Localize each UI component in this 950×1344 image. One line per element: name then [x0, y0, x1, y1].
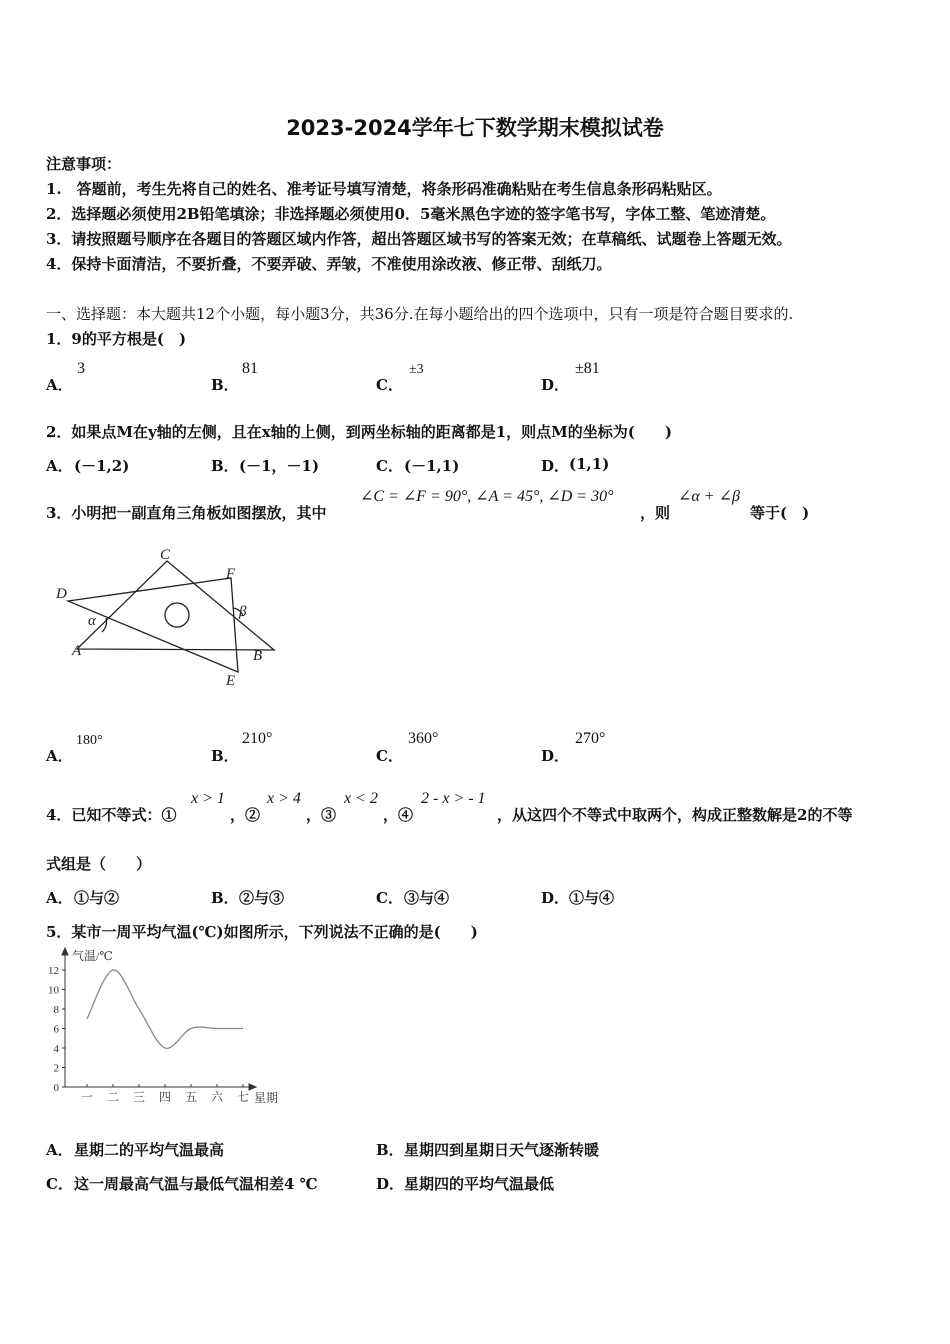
y-tick-label: 2 — [53, 1062, 59, 1075]
label-alpha: α — [88, 613, 96, 629]
section-heading: 一、选择题：本大题共12个小题，每小题3分，共36分.在每小题给出的四个选项中，只有一项是符合题目要求的. — [46, 305, 794, 323]
q3-condition: ∠C = ∠F = 90°, ∠A = 45°, ∠D = 30° — [360, 488, 614, 505]
alpha-arc — [102, 618, 107, 632]
temperature-line-chart — [40, 945, 290, 1110]
q3-option-a-label: A． — [46, 747, 73, 765]
q3-triangle-figure — [40, 540, 280, 690]
q4-sep-3: ，③ — [306, 806, 337, 824]
q2-option-c-label: C． — [376, 457, 403, 475]
notice-item-1: 1. 答题前，考生先将自己的姓名、准考证号填写清楚，将条形码准确粘贴在考生信息条形码粘贴区。 — [46, 180, 722, 198]
q2-option-a-value: (－1,2) — [74, 457, 130, 475]
q3-option-c-value: 360° — [408, 730, 439, 747]
q5-option-b-value: 星期四到星期日天气逐渐转暖 — [404, 1141, 600, 1159]
x-axis-arrow — [249, 1084, 256, 1090]
q5-option-d-label: D． — [376, 1175, 405, 1193]
q3-expression: ∠α + ∠β — [678, 488, 740, 505]
q5-option-a-value: 星期二的平均气温最高 — [74, 1141, 225, 1159]
q5-option-d-value: 星期四的平均气温最低 — [404, 1175, 555, 1193]
q4-option-c-label: C． — [376, 889, 403, 907]
label-c: C — [160, 547, 171, 563]
q4-line-2: 式组是（ ） — [46, 855, 152, 873]
q4-inequality-2: x > 4 — [267, 790, 301, 807]
q3-option-a-value: 180° — [76, 733, 103, 748]
q1-option-b-label: B． — [211, 376, 239, 394]
q4-suffix: ，从这四个不等式中取两个，构成正整数解是2的不等 — [497, 806, 853, 824]
q2-stem: 2．如果点M在y轴的左侧，且在x轴的上侧，到两坐标轴的距离都是1，则点M的坐标为( ) — [46, 423, 672, 441]
temperature-series-line — [87, 970, 243, 1048]
q5-option-c-label: C． — [46, 1175, 73, 1193]
q1-option-b-value: 81 — [242, 360, 258, 377]
label-a: A — [72, 643, 82, 659]
x-tick-label: 四 — [158, 1090, 172, 1104]
x-tick-label: 三 — [132, 1090, 146, 1104]
q3-option-c-label: C． — [376, 747, 403, 765]
x-tick-label: 一 — [80, 1090, 94, 1104]
q1-option-c-label: C． — [376, 376, 403, 394]
q4-option-d-label: D． — [541, 889, 570, 907]
q2-option-b-value: (－1，－1) — [239, 457, 320, 475]
x-tick-label: 二 — [106, 1090, 120, 1104]
q4-option-a-label: A． — [46, 889, 73, 907]
label-beta: β — [239, 604, 247, 620]
q3-mid: ，则 — [640, 504, 671, 522]
q4-prefix: 4．已知不等式：① — [46, 806, 177, 824]
notice-item-4: 4．保持卡面清洁，不要折叠，不要弄破、弄皱，不准使用涂改液、修正带、刮纸刀。 — [46, 255, 612, 273]
q4-sep-2: ，② — [230, 806, 261, 824]
q4-inequality-3: x < 2 — [344, 790, 378, 807]
page-title: 2023-2024学年七下数学期末模拟试卷 — [286, 116, 664, 140]
q4-sep-4: ，④ — [383, 806, 414, 824]
x-tick-label: 六 — [210, 1090, 224, 1104]
q1-option-d-label: D． — [541, 376, 570, 394]
q5-option-b-label: B． — [376, 1141, 404, 1159]
x-tick-label: 七 — [236, 1090, 250, 1104]
q3-option-d-value: 270° — [575, 730, 606, 747]
label-e: E — [226, 673, 236, 689]
q3-option-b-label: B． — [211, 747, 239, 765]
q3-option-d-label: D． — [541, 747, 570, 765]
q5-stem: 5．某市一周平均气温(℃)如图所示，下列说法不正确的是( ) — [46, 923, 478, 941]
q4-option-b-label: B． — [211, 889, 239, 907]
q4-inequality-4: 2 - x > - 1 — [421, 790, 486, 807]
chart-ylabel: 气温/℃ — [72, 949, 113, 963]
q2-option-b-label: B． — [211, 457, 239, 475]
notice-item-3: 3．请按照题号顺序在各题目的答题区域内作答，超出答题区域书写的答案无效；在草稿纸、试题卷上答题无效。 — [46, 230, 792, 248]
q1-option-a-value: 3 — [77, 360, 85, 377]
q2-option-c-value: (－1,1) — [404, 457, 460, 475]
q4-inequality-1: x > 1 — [191, 790, 225, 807]
q3-stem-suffix: 等于( ) — [750, 504, 810, 522]
q4-option-a-value: ①与② — [74, 889, 120, 907]
x-tick-label: 五 — [184, 1090, 198, 1104]
y-tick-label: 6 — [53, 1023, 59, 1036]
label-b: B — [253, 648, 263, 664]
q3-option-b-value: 210° — [242, 730, 273, 747]
y-tick-label: 8 — [53, 1004, 59, 1016]
label-d: D — [56, 586, 67, 602]
q4-option-b-value: ②与③ — [239, 889, 285, 907]
chart-xlabel: 星期 — [254, 1091, 279, 1105]
y-tick-label: 0 — [53, 1082, 59, 1094]
y-tick-label: 12 — [48, 965, 59, 977]
y-axis-arrow — [62, 948, 68, 955]
q5-option-c-value: 这一周最高气温与最低气温相差4 ℃ — [74, 1175, 318, 1193]
q1-option-c-value: ±3 — [409, 362, 424, 377]
y-tick-label: 10 — [48, 984, 59, 997]
q2-option-d-label: D． — [541, 457, 570, 475]
q1-option-d-value: ±81 — [575, 360, 600, 377]
y-tick-label: 4 — [53, 1043, 59, 1055]
q4-option-c-value: ③与④ — [404, 889, 450, 907]
q1-option-a-label: A． — [46, 376, 73, 394]
q5-option-a-label: A． — [46, 1141, 73, 1159]
label-f: F — [226, 566, 236, 582]
notice-item-2: 2．选择题必须使用2B铅笔填涂；非选择题必须使用0．5毫米黑色字迹的签字笔书写，字体工整、笔迹清楚。 — [46, 205, 776, 223]
q3-stem-prefix: 3．小明把一副直角三角板如图摆放，其中 — [46, 504, 327, 522]
notice-heading: 注意事项： — [46, 155, 122, 173]
q2-option-a-label: A． — [46, 457, 73, 475]
triangle-hole — [165, 603, 189, 627]
q1-stem: 1．9的平方根是( ) — [46, 330, 187, 348]
q2-option-d-value: (1,1) — [569, 455, 610, 473]
q4-option-d-value: ①与④ — [569, 889, 615, 907]
